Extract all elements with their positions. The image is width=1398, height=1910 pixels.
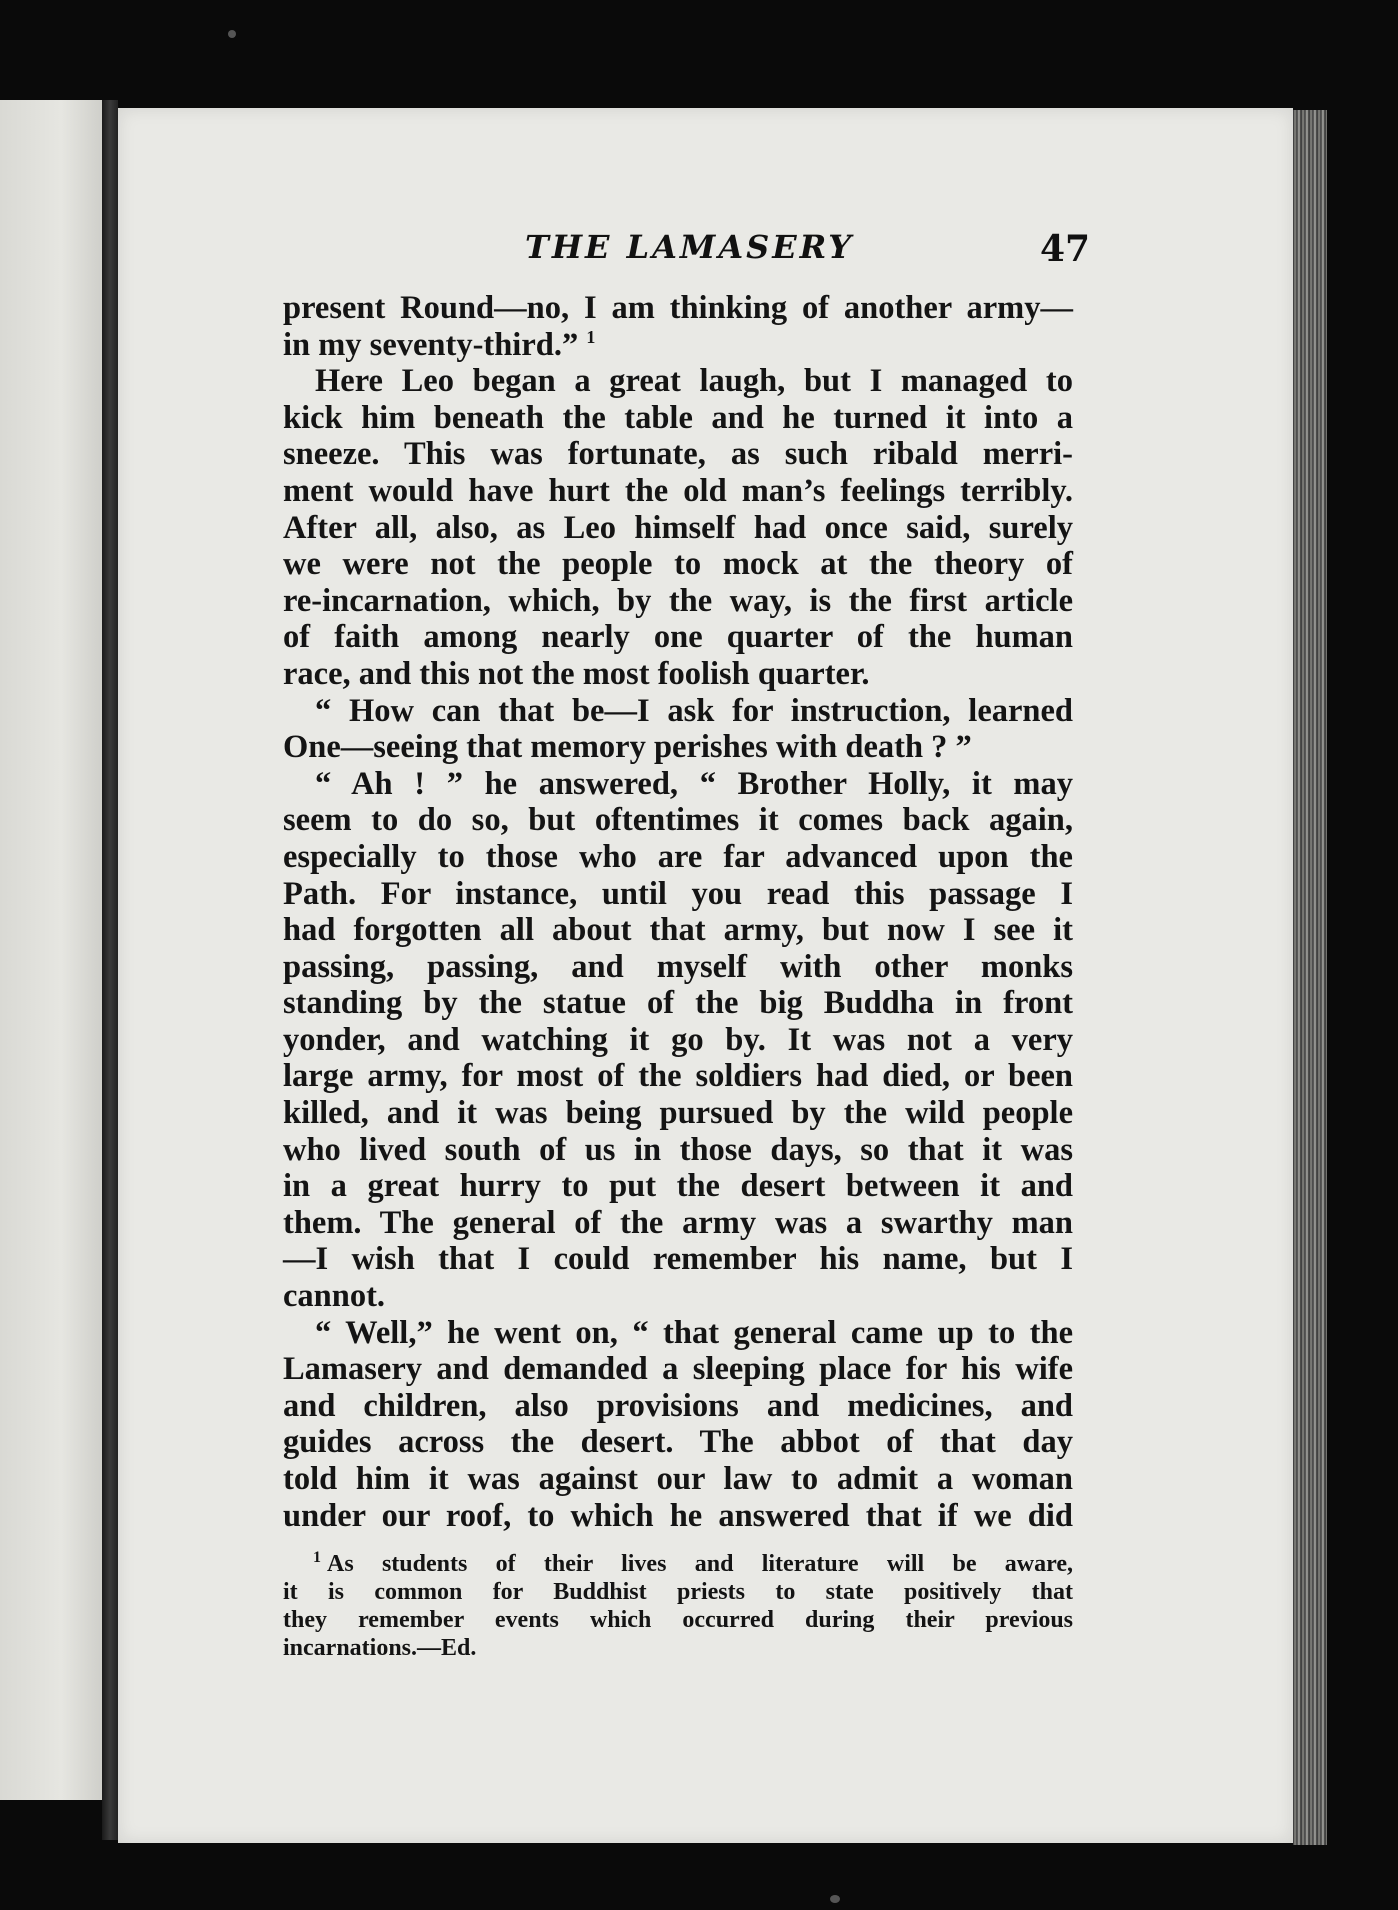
text-line: standing by the statue of the big Buddha in front [283, 985, 1073, 1022]
text-line: re-incarnation, which, by the way, is the first article [283, 582, 1073, 619]
text-line: —I wish that I could remember his name, but I [283, 1241, 1073, 1278]
text-line: under our roof, to which he answered that if we did [283, 1497, 1073, 1534]
footnote-marker: 1 [313, 1549, 321, 1566]
text-line: Path. For instance, until you read this passage I [283, 875, 1073, 912]
text-line: race, and this not the most foolish quarter. [283, 655, 870, 692]
text-line: sneeze. This was fortunate, as such ribald merri- [283, 436, 1073, 473]
text-line: in a great hurry to put the desert between it and [283, 1168, 1073, 1205]
text-line: “ Well,” he went on, “ that general came up to the [315, 1314, 1073, 1351]
footnote-text: As students of their lives and literature will be aware, [327, 1551, 1073, 1577]
text-line: we were not the people to mock at the theory of [283, 546, 1073, 583]
book-gutter [102, 100, 118, 1840]
text-line: especially to those who are far advanced upon the [283, 838, 1073, 875]
text-line: passing, passing, and myself with other monks [283, 948, 1073, 985]
text-line: cannot. [283, 1278, 386, 1315]
text-line: yonder, and watching it go by. It was not a very [283, 1021, 1073, 1058]
text-line: “ How can that be—I ask for instruction, learned [315, 692, 1073, 729]
text-line: ment would have hurt the old man’s feelings terribly. [283, 472, 1073, 509]
text-line: After all, also, as Leo himself had once said, surely [283, 509, 1073, 546]
text-line: killed, and it was being pursued by the wild people [283, 1095, 1073, 1132]
text-line: and children, also provisions and medicines, and [283, 1387, 1073, 1424]
footnote [283, 1550, 1073, 1662]
text-line-content: in my seventy-third.” [283, 326, 579, 363]
running-title: THE LAMASERY [525, 228, 855, 266]
text-line: told him it was against our law to admit a woman [283, 1461, 1073, 1497]
text-line: who lived south of us in those days, so that it was [283, 1131, 1073, 1168]
text-line: large army, for most of the soldiers had died, or been [283, 1058, 1073, 1095]
text-line: them. The general of the army was a swarthy man [283, 1204, 1073, 1241]
footnote-line: it is common for Buddhist priests to state positively that [283, 1579, 1073, 1605]
text-line: guides across the desert. The abbot of that day [283, 1424, 1073, 1461]
text-line: seem to do so, but oftentimes it comes back again, [283, 802, 1073, 839]
footnote-line [283, 1550, 1073, 1578]
text-line: Lamasery and demanded a sleeping place for his wife [283, 1351, 1073, 1388]
text-line: “ Ah ! ” he answered, “ Brother Holly, it may [315, 765, 1073, 802]
scan-speck [228, 30, 236, 38]
footnote-reference: 1 [586, 326, 596, 347]
footnote-line: incarnations.—Ed. [283, 1635, 477, 1661]
text-line: of faith among nearly one quarter of the human [283, 619, 1073, 656]
running-head [118, 228, 1293, 278]
scan-speck [830, 1895, 840, 1903]
text-line: One—seeing that memory perishes with death ? ” [283, 729, 972, 766]
body-text [283, 290, 1073, 1534]
text-line: kick him beneath the table and he turned it into a [283, 399, 1073, 436]
facing-page-edge [0, 100, 102, 1800]
page-stack-edge [1293, 110, 1327, 1845]
text-line: had forgotten all about that army, but now I see it [283, 912, 1073, 949]
text-line: Here Leo began a great laugh, but I managed to [315, 363, 1073, 400]
text-line: present Round—no, I am thinking of another army— [283, 290, 1073, 326]
page-number: 47 [1040, 228, 1091, 270]
footnote-line: they remember events which occurred during their previous [283, 1607, 1073, 1633]
text-line [283, 327, 1073, 364]
